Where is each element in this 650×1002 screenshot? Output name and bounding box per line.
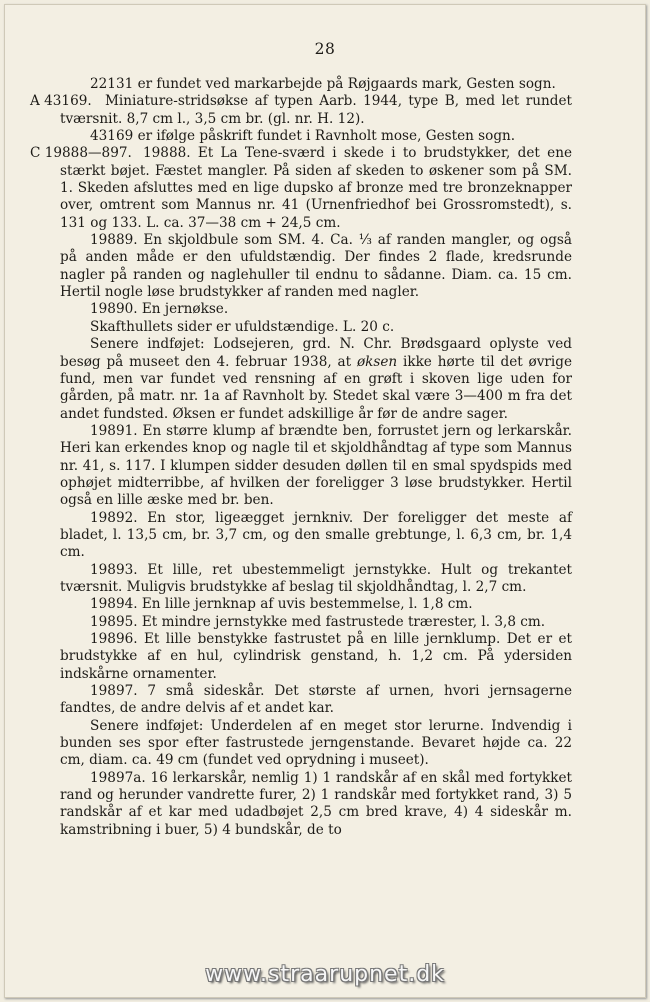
paragraph [60,336,572,423]
paragraph: 19895. Et mindre jernstykke med fastrustede trærester, l. 3,8 cm. [90,613,546,630]
paragraph: 19894. En lille jernknap af uvis bestemmelse, l. 1,8 cm. [90,596,473,613]
watermark: www.straarupnet.dk [205,962,445,987]
text-run: ikke hørte til det øvrige fund, men var fundet ved rensning af en grøft i skoven lige uden for gården, på matr. nr. 1a af Ravnholt by. Stedet skal være 3—400 m fra det andet fundsted. Øksen er fundet adskillige år før de andre sager. [60,353,572,422]
paragraph: 19889. En skjoldbule som SM. 4. Ca. ⅓ af randen mangler, og også på anden måde er den ufuldstændig. Der findes 2 flade, kredsrunde nagler på randen og naglehuller til endnu to sådanne. Diam. ca. 15 cm. Hertil nogle løse brudstykker af randen med nagler. [60,232,572,301]
text-run: Senere indføjet: Lodsejeren, grd. N. Chr. Brødsgaard oplyste ved besøg på museet den 4. februar 1938, at [60,336,572,370]
paragraph: 19890. En jernøkse. [90,301,229,318]
catalog-entry-heading [30,93,572,128]
paragraph: Senere indføjet: Underdelen af en meget stor lerurne. Indvendig i bunden ses spor efter fastrustede jerngenstande. Bevaret højde ca. 22 cm, diam. ca. 49 cm (fundet ved oprydning i museet). [60,717,572,769]
paragraph: 19897a. 16 lerkarskår, nemlig 1) 1 randskår af en skål med fortykket rand og herunder vandrette furer, 2) 1 randskår med fortykket rand, 3) 5 randskår af et kar med udadbøjet 2,5 cm bred krave, 4) 4 sideskår m. kamstribning i buer, 5) 4 bundskår, de to [60,769,572,838]
paragraph: 19888. Et La Tene-sværd i skede i to brudstykker, det ene stærkt bøjet. Fæstet mangler. På siden af skeden to øskener som på SM. 1. Skeden afsluttes med en lige dupsko af bronze med tre bronzeknapper over, omtrent som Mannus nr. 41 (Urnenfriedhof bei Grossromstedt), s. 131 og 133. L. ca. 37—38 cm + 24,5 cm. [60,145,572,231]
page-number: 28 [314,40,336,58]
paragraph: 19896. Et lille benstykke fastrustet på en lille jernklump. Det er et brudstykke af en hul, cylindrisk genstand, h. 1,2 cm. På ydersiden indskårne ornamenter. [60,631,572,682]
paragraph: Skafthullets sider er ufuldstændige. L. 20 c. [90,318,395,335]
paragraph: 19891. En større klump af brændte ben, forrustet jern og lerkarskår. Heri kan erkendes knop og nagle til et skjoldhåndtag af type som Mannus nr. 41, s. 117. I klumpen sidder desuden døllen til en smal spydspids med ophøjet midterribbe, af hvilken der foreligger 3 løse brudstykker. Hertil også en lille æske med br. ben. [60,422,572,509]
italic-word: øksen [356,353,398,370]
catalog-number: C 19888—897. [30,145,132,162]
catalog-entry-heading [30,145,572,232]
paragraph: 43169 er ifølge påskrift fundet i Ravnholt mose, Gesten sogn. [90,128,516,145]
paragraph: 19892. En stor, ligeægget jernkniv. Der foreligger det meste af bladet, l. 13,5 cm, br. 3,7 cm, og den smalle grebtunge, l. 6,3 cm, br. 1,4 cm. [60,509,572,561]
paragraph: 19897. 7 små sideskår. Det største af urnen, hvori jernsagerne fandtes, de andre delvis af et andet kar. [60,683,572,717]
paragraph: Miniature-stridsøkse af typen Aarb. 1944, type B, med let rundet tværsnit. 8,7 cm l., 3,5 cm br. (gl. nr. H. 12). [60,93,572,127]
catalog-number: A 43169. [30,93,92,110]
paragraph: 22131 er fundet ved markarbejde på Røjgaards mark, Gesten sogn. [90,76,556,92]
paragraph: 19893. Et lille, ret ubestemmeligt jernstykke. Hult og trekantet tværsnit. Muligvis brudstykke af beslag til skjoldhåndtag, l. 2,7 cm. [60,561,572,595]
body-text [30,76,572,839]
